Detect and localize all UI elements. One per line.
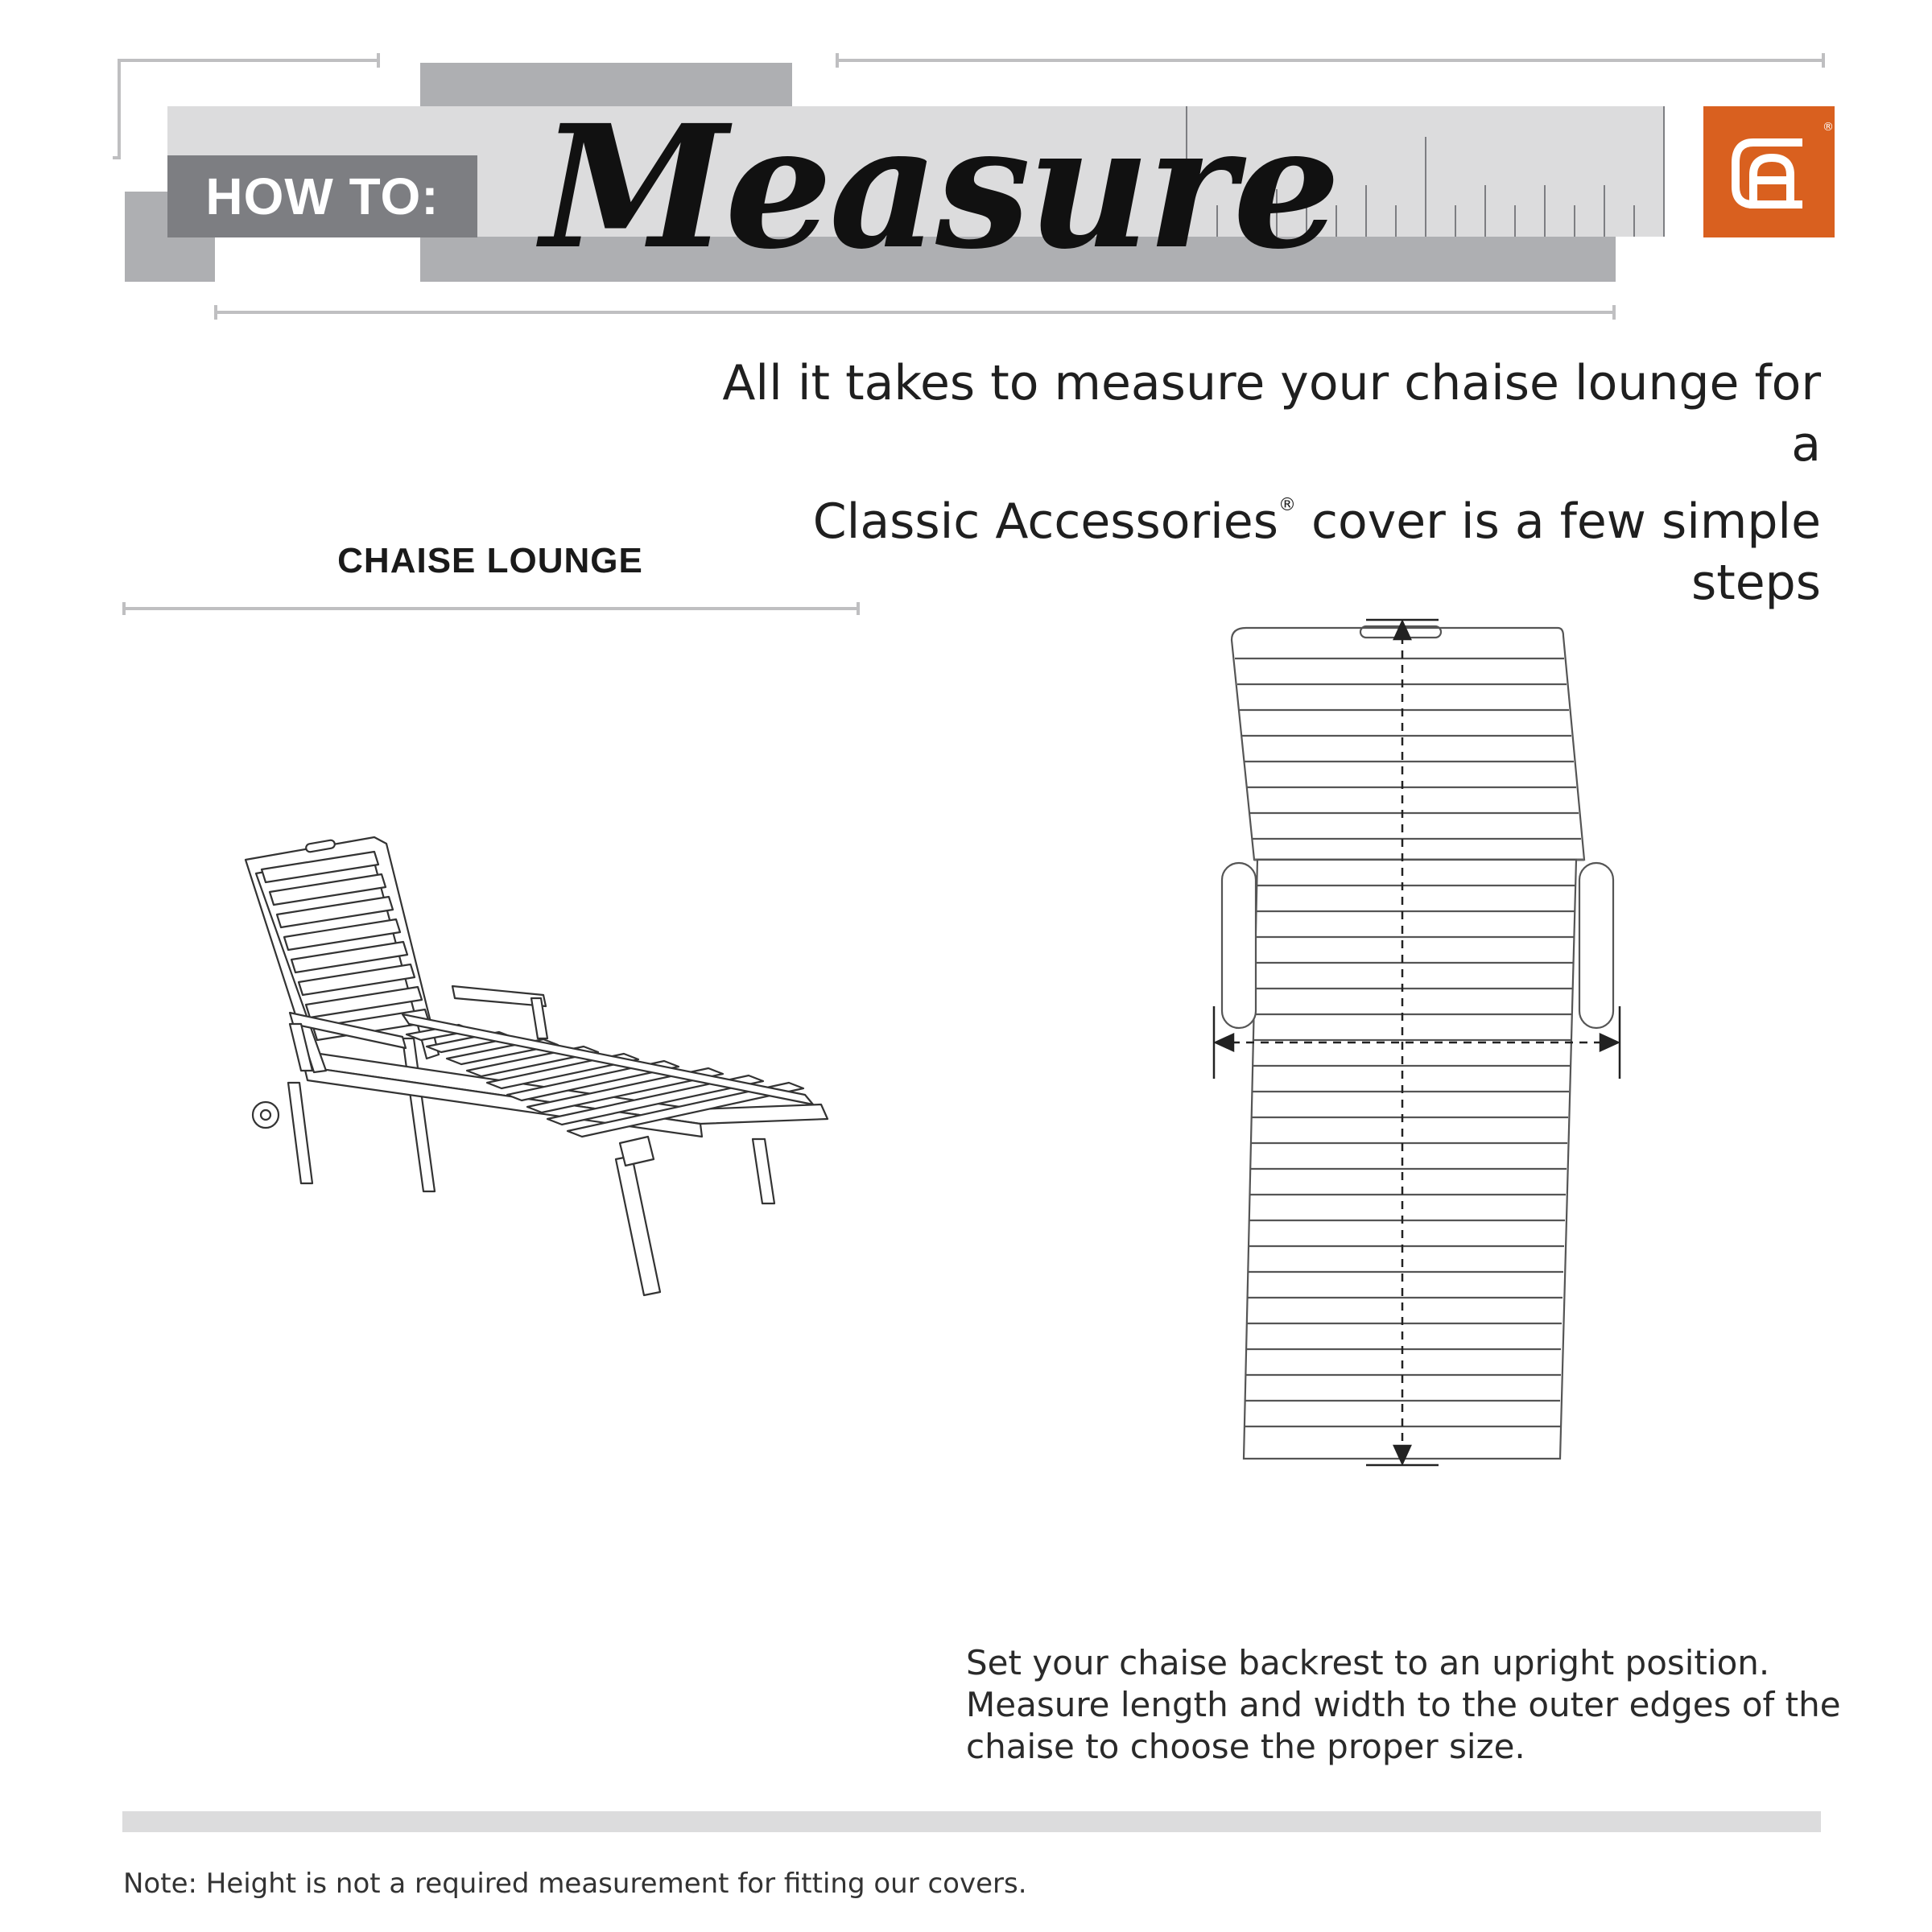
instruction-line-2: Measure length and width to the outer edges of the <box>966 1685 1841 1724</box>
intro-line-2 <box>694 475 1821 613</box>
footer-divider <box>122 1811 1821 1832</box>
footer-note: Note: Height is not a required measurement for fitting our covers. <box>123 1868 1027 1900</box>
measurement-instructions <box>966 1642 1852 1768</box>
intro-text <box>694 353 1821 613</box>
intro-line-1: All it takes to measure your chaise lounge for a <box>722 355 1821 473</box>
intro-line-2-rest: cover is a few simple steps <box>1295 493 1821 611</box>
instruction-line-1: Set your chaise backrest to an upright position. <box>966 1643 1770 1682</box>
chaise-lounge-perspective-icon <box>246 837 828 1295</box>
brand-name: Classic Accessories <box>812 493 1278 550</box>
page-title: Measure <box>541 88 1338 287</box>
registered-mark: ® <box>1278 495 1296 515</box>
section-title: CHAISE LOUNGE <box>337 541 643 580</box>
classic-accessories-ca-logo-icon <box>1703 106 1835 237</box>
instruction-line-3: chaise to choose the proper size. <box>966 1727 1525 1766</box>
length-measurement-arrow <box>1366 620 1439 1465</box>
section-divider <box>122 602 863 618</box>
chaise-lounge-top-view-diagram-icon <box>1222 626 1613 1459</box>
width-measurement-arrow <box>1214 1006 1620 1079</box>
how-to-label: HOW TO: <box>167 155 477 237</box>
svg-text:®: ® <box>1823 121 1834 134</box>
